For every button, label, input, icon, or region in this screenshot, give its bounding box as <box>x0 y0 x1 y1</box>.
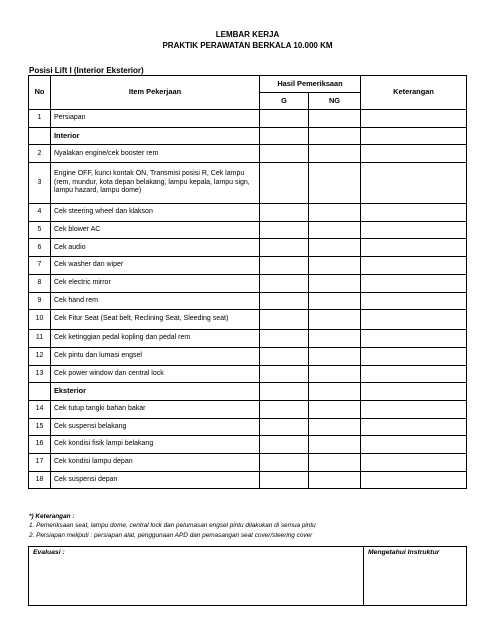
table-row <box>29 163 467 204</box>
item-text: Cek electric mirror <box>51 274 260 292</box>
cell-g[interactable] <box>260 471 309 489</box>
evaluation-box: Evaluasi : <box>29 547 364 606</box>
table-row <box>29 400 467 418</box>
table-row <box>29 274 467 292</box>
table-row <box>29 221 467 239</box>
notes-line-1: 1. Pemeriksaan seat, lampu dome, central lock dan pelumasan engsel pintu dilakukan di semua pintu <box>29 522 316 530</box>
item-text: Cek hand rem <box>51 292 260 310</box>
table-row <box>29 204 467 222</box>
cell-g[interactable] <box>260 110 309 128</box>
group-label: Eksterior <box>51 383 260 401</box>
cell-ng[interactable] <box>309 274 361 292</box>
section-title: Posisi Lift I (Interior Eksterior) <box>29 66 144 75</box>
row-number <box>29 127 51 145</box>
table-body <box>29 110 467 489</box>
header-item: Item Pekerjaan <box>51 76 260 110</box>
cell-g[interactable] <box>260 454 309 472</box>
row-number: 3 <box>29 163 51 204</box>
cell-ng[interactable] <box>309 221 361 239</box>
cell-ng[interactable] <box>309 330 361 348</box>
cell-ng[interactable] <box>309 347 361 365</box>
cell-g[interactable] <box>260 400 309 418</box>
cell-g[interactable] <box>260 127 309 145</box>
item-text: Cek ketinggian pedal kopling dan pedal rem <box>51 330 260 348</box>
cell-g[interactable] <box>260 347 309 365</box>
header-no: No <box>29 76 51 110</box>
table-row <box>29 436 467 454</box>
cell-g[interactable] <box>260 274 309 292</box>
item-text: Nyalakan engine/cek booster rem <box>51 145 260 163</box>
cell-ng[interactable] <box>309 163 361 204</box>
item-text: Cek suspensi belakang <box>51 418 260 436</box>
table-row <box>29 347 467 365</box>
row-number: 15 <box>29 418 51 436</box>
instructor-box: Mengetahui Instruktur <box>364 547 467 606</box>
doc-title-line1: LEMBAR KERJA <box>215 30 280 39</box>
row-number: 6 <box>29 239 51 257</box>
cell-ng[interactable] <box>309 383 361 401</box>
evaluation-table <box>28 546 467 606</box>
cell-ng[interactable] <box>309 454 361 472</box>
row-number: 7 <box>29 257 51 275</box>
header-g: G <box>260 93 309 110</box>
row-number: 18 <box>29 471 51 489</box>
cell-g[interactable] <box>260 310 309 330</box>
cell-g[interactable] <box>260 145 309 163</box>
cell-g[interactable] <box>260 204 309 222</box>
cell-note[interactable] <box>361 310 467 330</box>
item-text: Cek washer dan wiper <box>51 257 260 275</box>
cell-note[interactable] <box>361 365 467 383</box>
table-row <box>29 292 467 310</box>
cell-ng[interactable] <box>309 204 361 222</box>
header-ng: NG <box>309 93 361 110</box>
cell-note[interactable] <box>361 239 467 257</box>
cell-note[interactable] <box>361 436 467 454</box>
group-row <box>29 127 467 145</box>
table-row <box>29 310 467 330</box>
cell-note[interactable] <box>361 383 467 401</box>
cell-ng[interactable] <box>309 400 361 418</box>
cell-g[interactable] <box>260 418 309 436</box>
item-text: Persiapan <box>51 110 260 128</box>
cell-g[interactable] <box>260 221 309 239</box>
cell-g[interactable] <box>260 330 309 348</box>
table-row <box>29 239 467 257</box>
item-text: Cek kondisi fisik lampi belakang <box>51 436 260 454</box>
worksheet-table <box>28 75 467 489</box>
cell-note[interactable] <box>361 330 467 348</box>
row-number: 17 <box>29 454 51 472</box>
row-number: 13 <box>29 365 51 383</box>
item-text: Cek steering wheel dan klakson <box>51 204 260 222</box>
cell-g[interactable] <box>260 163 309 204</box>
cell-note[interactable] <box>361 400 467 418</box>
header-note: Keterangan <box>361 76 467 110</box>
table-row <box>29 110 467 128</box>
cell-ng[interactable] <box>309 365 361 383</box>
cell-ng[interactable] <box>309 145 361 163</box>
cell-note[interactable] <box>361 471 467 489</box>
cell-note[interactable] <box>361 418 467 436</box>
cell-note[interactable] <box>361 274 467 292</box>
cell-ng[interactable] <box>309 239 361 257</box>
notes-heading: *) Keterangan : <box>29 513 75 520</box>
cell-note[interactable] <box>361 127 467 145</box>
cell-note[interactable] <box>361 204 467 222</box>
cell-g[interactable] <box>260 292 309 310</box>
cell-note[interactable] <box>361 110 467 128</box>
cell-g[interactable] <box>260 436 309 454</box>
table-row <box>29 365 467 383</box>
item-text: Cek audio <box>51 239 260 257</box>
row-number: 10 <box>29 310 51 330</box>
cell-g[interactable] <box>260 239 309 257</box>
row-number <box>29 383 51 401</box>
cell-note[interactable] <box>361 347 467 365</box>
cell-note[interactable] <box>361 221 467 239</box>
cell-g[interactable] <box>260 383 309 401</box>
row-number: 14 <box>29 400 51 418</box>
table-row <box>29 418 467 436</box>
item-text: Cek blower AC <box>51 221 260 239</box>
table-row <box>29 330 467 348</box>
item-text: Engine OFF, kunci kontak ON, Transmisi posisi R, Cek lampu (rem, mundur, kota depan belakang, lampu kepala, lampu sign, lampu hazard, lampu dome) <box>51 163 260 204</box>
row-number: 9 <box>29 292 51 310</box>
cell-note[interactable] <box>361 145 467 163</box>
item-text: Cek suspensi depan <box>51 471 260 489</box>
row-number: 12 <box>29 347 51 365</box>
group-row <box>29 383 467 401</box>
cell-g[interactable] <box>260 257 309 275</box>
cell-note[interactable] <box>361 163 467 204</box>
item-text: Cek kondisi lampu depan <box>51 454 260 472</box>
table-row <box>29 145 467 163</box>
cell-g[interactable] <box>260 365 309 383</box>
row-number: 2 <box>29 145 51 163</box>
header-result: Hasil Pemeriksaan <box>260 76 361 93</box>
notes-line-2: 2. Persiapan meliputi : persiapan alat, penggunaan APD dan pemasangan seat cover/steering cover <box>29 531 313 539</box>
item-text: Cek pintu dan lumasi engsel <box>51 347 260 365</box>
cell-note[interactable] <box>361 454 467 472</box>
doc-title-line2: PRAKTIK PERAWATAN BERKALA 10.000 KM <box>162 41 333 50</box>
cell-ng[interactable] <box>309 127 361 145</box>
cell-ng[interactable] <box>309 471 361 489</box>
row-number: 5 <box>29 221 51 239</box>
cell-ng[interactable] <box>309 257 361 275</box>
item-text: Cek tutup tangki bahan bakar <box>51 400 260 418</box>
cell-ng[interactable] <box>309 310 361 330</box>
item-text: Cek power window dan central lock <box>51 365 260 383</box>
row-number: 4 <box>29 204 51 222</box>
row-number: 16 <box>29 436 51 454</box>
table-row <box>29 471 467 489</box>
cell-note[interactable] <box>361 257 467 275</box>
item-text: Cek Fitur Seat (Seat belt, Reclining Seat, Sleeding seat) <box>51 310 260 330</box>
cell-note[interactable] <box>361 292 467 310</box>
row-number: 1 <box>29 110 51 128</box>
cell-ng[interactable] <box>309 110 361 128</box>
notes-block <box>29 512 316 540</box>
cell-ng[interactable] <box>309 292 361 310</box>
cell-ng[interactable] <box>309 418 361 436</box>
row-number: 8 <box>29 274 51 292</box>
row-number: 11 <box>29 330 51 348</box>
group-label: Interior <box>51 127 260 145</box>
table-row <box>29 257 467 275</box>
cell-ng[interactable] <box>309 436 361 454</box>
table-row <box>29 454 467 472</box>
